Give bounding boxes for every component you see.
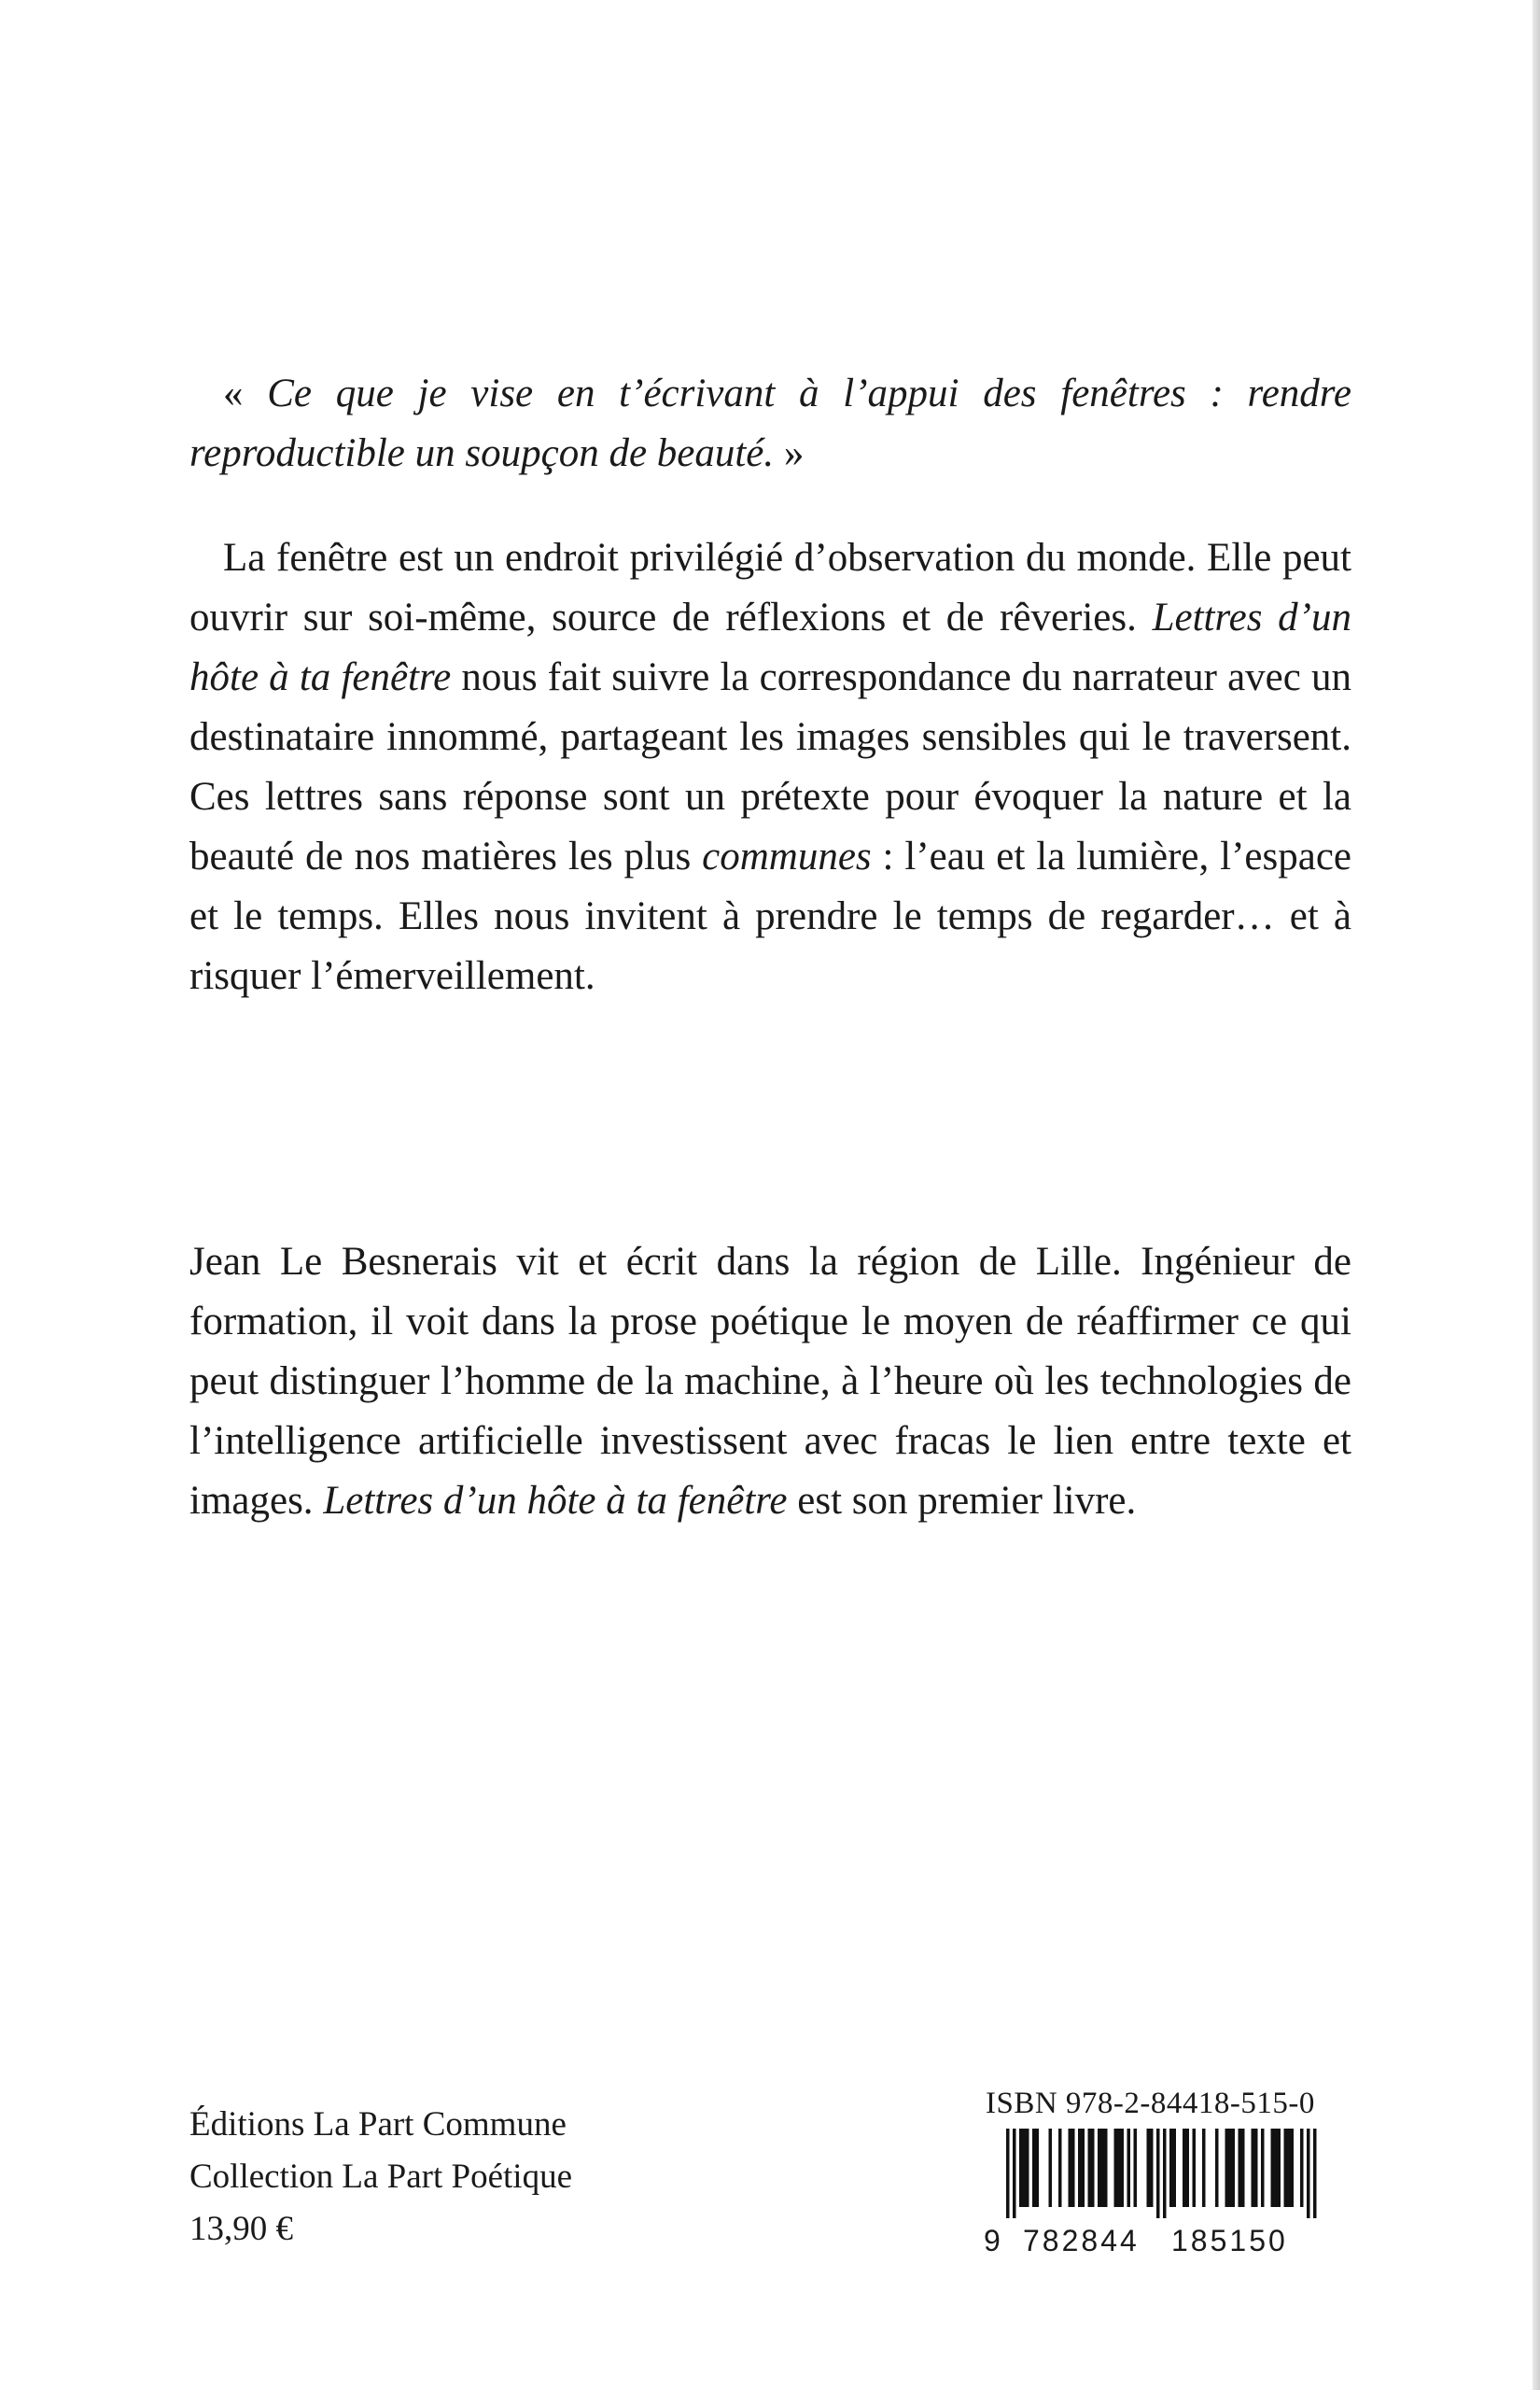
author-bio [189, 1232, 1351, 1531]
barcode-bar [1274, 2129, 1278, 2207]
barcode-bar [1278, 2129, 1281, 2207]
barcode-bar [1183, 2129, 1186, 2207]
barcode-right-group: 185150 [1171, 2224, 1288, 2257]
epigraph-close-quote: » [774, 431, 805, 475]
barcode-bar [1036, 2129, 1040, 2207]
barcode-bar [1186, 2129, 1190, 2207]
barcode-bar [1150, 2129, 1154, 2207]
barcode-bar [1300, 2129, 1304, 2207]
barcode-bar [1287, 2129, 1291, 2207]
publisher-info [189, 2099, 572, 2256]
barcode-bar [1193, 2129, 1197, 2207]
barcode-bar [1261, 2129, 1265, 2207]
blurb-emphasis: communes [702, 835, 872, 879]
barcode-bar [1026, 2129, 1029, 2207]
barcode-bar [1023, 2129, 1027, 2207]
epigraph-open-quote: « [223, 372, 268, 415]
blurb-text-1: La fenêtre est un endroit privilégié d’observation du monde. Elle peut ouvrir sur soi-même, source de réflexions et de rêveries. [189, 536, 1351, 640]
barcode-bar [1032, 2129, 1036, 2207]
barcode-bar [1225, 2129, 1229, 2207]
barcode-bar [1019, 2129, 1023, 2207]
barcode-bar [1013, 2129, 1016, 2218]
barcode-bar [1254, 2129, 1258, 2207]
barcode-bar [1058, 2129, 1062, 2207]
isbn-barcode [982, 2084, 1318, 2258]
barcode-bars [982, 2129, 1318, 2218]
barcode-bar [1228, 2129, 1232, 2207]
page-edge-shadow [1533, 0, 1540, 2390]
barcode-bar [1156, 2129, 1160, 2218]
barcode-bar [1134, 2129, 1138, 2207]
barcode-bar [1069, 2129, 1072, 2207]
barcode-bar [1071, 2129, 1075, 2207]
barcode-left-group: 782844 [1023, 2224, 1140, 2257]
barcode-bar [1104, 2129, 1108, 2207]
barcode-bar [1049, 2129, 1053, 2207]
barcode-bar [1101, 2129, 1105, 2207]
price: 13,90 € [189, 2210, 293, 2248]
barcode-bar [1006, 2129, 1010, 2218]
blurb-text-2: nous fait suivre la correspondance du narrateur avec un destinataire innommé, partageant les images sensibles qui le traversent. Ces lettres sans réponse sont un prétexte pour évoquer la nature et la beauté de nos matières les plus [189, 655, 1351, 879]
blurb-text-3: : l’eau et la lumière, l’espace et le temps. Elles nous invitent à prendre le temps de regarder… et à risquer l’émerveillement. [189, 835, 1352, 998]
barcode-bar [1271, 2129, 1275, 2207]
bio-text-2: est son premier livre. [787, 1479, 1137, 1523]
isbn-label: ISBN 978-2-84418-515-0 [986, 2087, 1315, 2120]
barcode-digits [982, 2223, 1318, 2258]
collection-name: Collection La Part Poétique [189, 2158, 572, 2196]
barcode-bar [1082, 2129, 1085, 2207]
barcode-bar [1078, 2129, 1082, 2207]
barcode-bar [1252, 2129, 1255, 2207]
barcode-bar [1313, 2129, 1317, 2218]
bio-book-title: Lettres d’un hôte à ta fenêtre [323, 1479, 788, 1523]
barcode-bar [1117, 2129, 1121, 2207]
barcode-bar [1163, 2129, 1167, 2218]
barcode-first-digit: 9 [984, 2224, 1001, 2257]
epigraph-quote [189, 364, 1351, 484]
barcode-bar [1232, 2129, 1236, 2207]
book-blurb [189, 528, 1351, 1006]
barcode-bar [1098, 2129, 1101, 2207]
barcode-bar [1307, 2129, 1310, 2218]
blurb-book-title: Lettres d’un hôte à ta fenêtre [189, 596, 1351, 699]
barcode-bar [1202, 2129, 1206, 2207]
barcode-bar [1091, 2129, 1095, 2207]
barcode-bar [1169, 2129, 1173, 2207]
epigraph-text: Ce que je vise en t’écrivant à l’appui des fenêtres : rendre reproductible un soupçon de beauté. [189, 372, 1352, 475]
barcode-bar [1284, 2129, 1288, 2207]
barcode-bar [1239, 2129, 1242, 2207]
barcode-bar [1127, 2129, 1131, 2207]
barcode-bar [1215, 2129, 1219, 2207]
barcode-bar [1121, 2129, 1125, 2207]
barcode-bar [1147, 2129, 1151, 2207]
barcode-bar [1173, 2129, 1177, 2207]
barcode-bar [1088, 2129, 1092, 2207]
barcode-bar [1241, 2129, 1245, 2207]
barcode-bar [1291, 2129, 1295, 2207]
bio-text-1: Jean Le Besnerais vit et écrit dans la région de Lille. Ingénieur de formation, il voit dans la prose poétique le moyen de réaffirmer ce qui peut distinguer l’homme de la machine, à l’heure où les technologies de l’intelligence artificielle investissent avec fracas le lien entre texte et images. [189, 1240, 1351, 1523]
publisher-name: Éditions La Part Commune [189, 2105, 567, 2144]
barcode-bar [1114, 2129, 1118, 2207]
